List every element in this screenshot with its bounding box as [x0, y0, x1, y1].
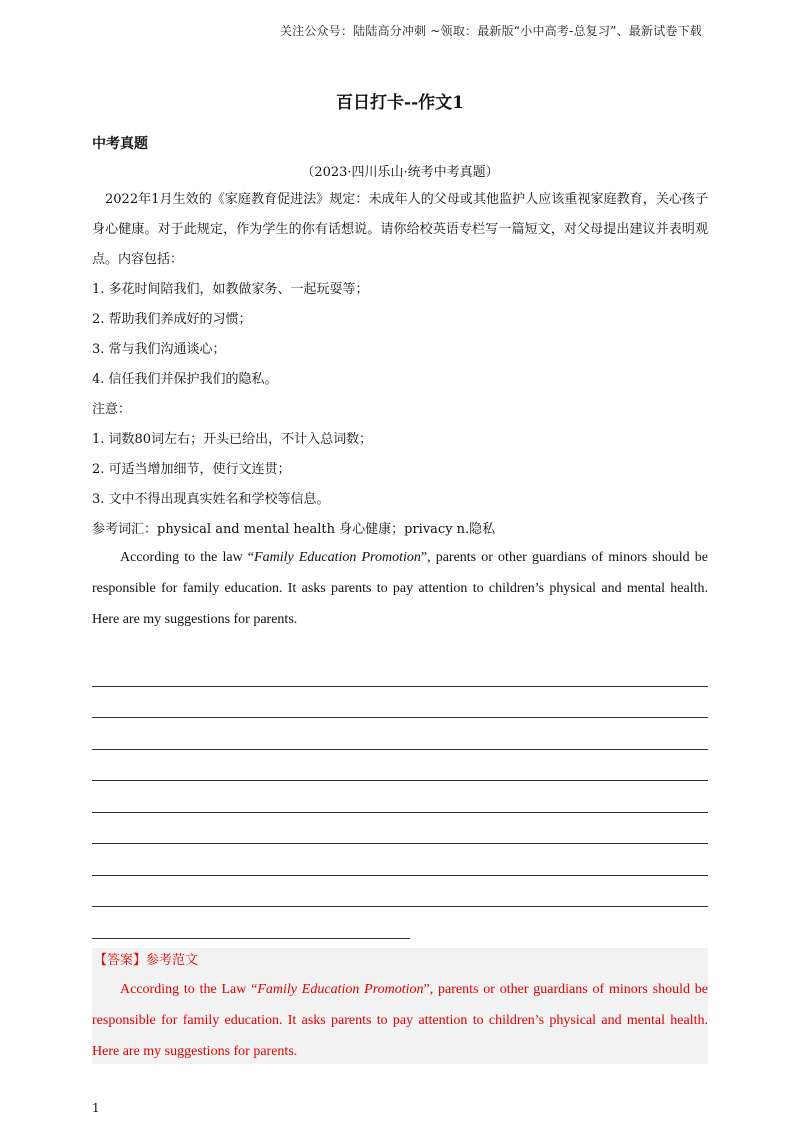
writing-line — [92, 876, 708, 908]
prompt-point: 4. 信任我们并保护我们的隐私。 — [92, 372, 278, 387]
opening-law-name: Family Education Promotion — [254, 550, 421, 565]
note-item: 2. 可适当增加细节，使行文连贯； — [92, 462, 291, 477]
notes-label: 注意： — [92, 402, 132, 417]
writing-line — [92, 655, 708, 687]
answer-label: 【答案】参考范文 — [94, 953, 199, 968]
answer-segment: ”, parents or other guardians of minors should be responsible for family education. It asks parents to pay attention to children’s physical and mental health. Here are my suggestions for parents. — [92, 982, 708, 1059]
header-note: 关注公众号：陆陆高分冲刺 ~领取：最新版“小中高考-总复习”、最新试卷下载 — [279, 24, 702, 38]
prompt-point: 2. 帮助我们养成好的习惯； — [92, 312, 252, 327]
note-item: 1. 词数80词左右；开头已给出，不计入总词数； — [92, 432, 373, 447]
opening-text: According to the law “ — [120, 550, 255, 565]
page-number: 1 — [92, 1101, 100, 1115]
writing-line — [92, 687, 708, 719]
writing-line — [92, 907, 410, 939]
prompt-block — [92, 185, 708, 545]
essay-opening — [92, 542, 708, 635]
note-item: 3. 文中不得出现真实姓名和学校等信息。 — [92, 492, 330, 507]
answer-text — [92, 974, 708, 1067]
prompt-point: 3. 常与我们沟通谈心； — [92, 342, 226, 357]
writing-lines — [92, 655, 708, 939]
opening-text: ”, parents or other guardians of minors should be responsible for family education. It asks parents to pay attention to children’s physical and mental health. Here are my suggestions for parents. — [92, 550, 708, 627]
question-source: （2023·四川乐山·统考中考真题） — [301, 165, 499, 180]
writing-line — [92, 750, 708, 782]
writing-line — [92, 718, 708, 750]
section-heading: 中考真题 — [92, 136, 148, 152]
writing-line — [92, 813, 708, 845]
prompt-point: 1. 多花时间陪我们，如教做家务、一起玩耍等； — [92, 282, 369, 297]
answer-segment: According to the Law “ — [120, 982, 258, 997]
vocab-hint: 参考词汇：physical and mental health 身心健康；privacy n.隐私 — [92, 522, 496, 537]
prompt-intro: 2022年1月生效的《家庭教育促进法》规定：未成年人的父母或其他监护人应该重视家庭教育，关心孩子身心健康。对于此规定，作为学生的你有话想说。请你给校英语专栏写一篇短文，对父母提出建议并表明观点。内容包括： — [92, 192, 708, 267]
writing-line — [92, 844, 708, 876]
page-title: 百日打卡--作文1 — [336, 93, 464, 113]
writing-line — [92, 781, 708, 813]
answer-box — [92, 948, 708, 1064]
answer-law-name: Family Education Promotion — [257, 982, 424, 997]
